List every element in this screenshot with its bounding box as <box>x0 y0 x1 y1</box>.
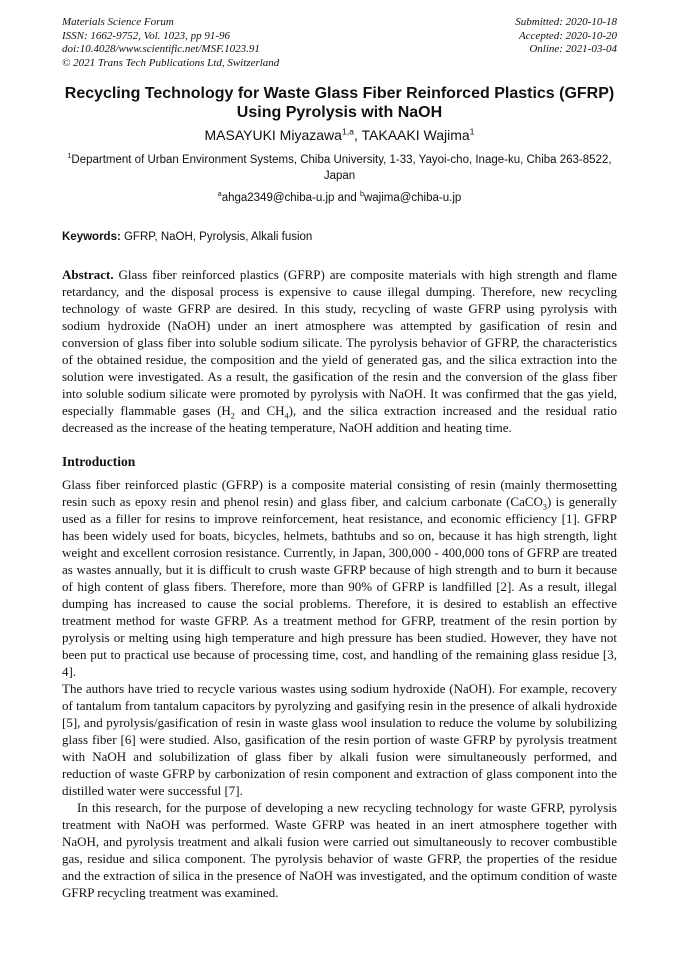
abstract-label: Abstract. <box>62 267 114 282</box>
author-line <box>62 126 617 144</box>
accepted-date: Accepted: 2020-10-20 <box>518 29 617 42</box>
author-2-superscript: 1 <box>469 126 475 137</box>
email-a: ahga2349@chiba-u.jp <box>221 192 335 204</box>
email-b-superscript: b <box>359 190 364 199</box>
abstract-segment-3: ), and the silica extraction increased and the residual ratio decreased as the increase of the heating temperature, NaOH addition and heating time. <box>62 403 617 435</box>
issn-volume: ISSN: 1662-9752, Vol. 1023, pp 91-96 <box>62 29 231 42</box>
keywords-text: GFRP, NaOH, Pyrolysis, Alkali fusion <box>120 231 313 243</box>
abstract-segment-2: and CH <box>234 403 285 418</box>
introduction-paragraph-1 <box>62 476 617 680</box>
introduction-paragraph-2: The authors have tried to recycle various wastes using sodium hydroxide (NaOH). For example, recovery of tantalum from tantalum capacitors by pyrolyzing and gasifying resin in the presence of alkali hydroxide [5], and pyrolysis/gasification of resin in waste glass wool insulation to reduce the volume by solubilizing glass fiber [6] were studied. Also, gasification of the resin portion of waste GFRP by pyrolysis treatment with NaOH and solubilization of glass fiber by alkali fusion were simultaneously performed, and reduction of waste GFRP by carbonization of resin component and extraction of glass component into the distilled water were successful [7]. <box>62 681 617 798</box>
journal-name: Materials Science Forum <box>62 16 174 28</box>
email-b: wajima@chiba-u.jp <box>363 192 462 204</box>
introduction-heading: Introduction <box>62 454 136 469</box>
intro-p1-segment-1: Glass fiber reinforced plastic (GFRP) is a composite material consisting of resin (mainly thermosetting resin such as epoxy resin and phenol resin) and glass fiber, and calcium carbonate (CaCO <box>62 477 617 509</box>
email-a-superscript: a <box>217 190 222 199</box>
abstract-segment-1: Glass fiber reinforced plastics (GFRP) are composite materials with high strength and flame retardancy, and the disposal process is expensive to cause illegal dumping. Therefore, new recycling technology of waste GFRP are desired. In this study, recycling of waste GFRP using pyrolysis with sodium hydroxide (NaOH) under an inert atmosphere was attempted by gasification of resin and conversion of glass fiber into soluble sodium silicate. The pyrolysis behavior of GFRP, the characteristics of the obtained residue, the composition and the yield of generated gas, and the silica extraction into the solution were investigated. As a result, the gasification of the resin and the conversion of the glass fiber into soluble sodium silicate were promoted by pyrolysis with NaOH. It was confirmed that the gas yield, especially flammable gases (H <box>62 267 617 418</box>
email-line <box>62 191 617 206</box>
paper-title-line1: Recycling Technology for Waste Glass Fiber Reinforced Plastics (GFRP) <box>64 85 615 102</box>
introduction-paragraph-3: In this research, for the purpose of developing a new recycling technology for waste GFRP, pyrolysis treatment with NaOH was performed. Waste GFRP was heated in an inert atmosphere together with NaOH, and pyrolysis treatment and alkali fusion were carried out simultaneously to recover combustible gas, residue and silica component. The pyrolysis behavior of waste GFRP, the properties of the residue and the extraction of silica in the presence of NaOH was investigated, and the optimum condition of waste GFRP recycling treatment was examined. <box>62 800 617 900</box>
paper-title <box>62 84 617 122</box>
author-1: MASAYUKI Miyazawa <box>204 127 342 143</box>
abstract-subscript-h2: 2 <box>230 411 235 421</box>
email-joiner: and <box>334 192 360 204</box>
copyright: © 2021 Trans Tech Publications Ltd, Switzerland <box>62 56 280 69</box>
author-1-superscript: 1,a <box>341 126 354 137</box>
abstract-subscript-ch4: 4 <box>284 411 289 421</box>
online-date: Online: 2021-03-04 <box>529 43 617 55</box>
author-2: TAKAAKI Wajima <box>361 127 470 143</box>
keywords-label: Keywords: <box>62 231 121 243</box>
paper-title-line2: Using Pyrolysis with NaOH <box>236 104 443 121</box>
keywords-line <box>62 230 617 245</box>
intro-p1-subscript-caco3: 3 <box>542 502 547 512</box>
doi: doi:10.4028/www.scientific.net/MSF.1023.91 <box>62 43 260 55</box>
submission-dates <box>515 16 617 70</box>
intro-p1-segment-2: ) is generally used as a filler for resins to improve reinforcement, heat resistance, and economic efficiency [1]. GFRP has been widely used for boats, bicycles, helmets, bathtubs and so on, because it has high strength, light weight and excellent corrosion resistance. Currently, in Japan, 300,000 - 400,000 tons of GFRP are treated as wastes annually, but it is difficult to crush waste GFRP because of high strength and to burn it because of high content of glass fibers. Therefore, more than 90% of GFRP is landfilled [2]. As a result, illegal dumping has increased to cause the social problems. Therefore, it is desired to establish an effective treatment method for waste GFRP. As a treatment method for GFRP, treatment of the resin portion by pyrolysis or melting using high temperature and high pressure has been studied. However, they have not been put to practical use because of processing time, cost, and handling of the remaining glass residue [3, 4]. <box>62 494 617 679</box>
submitted-date: Submitted: 2020-10-18 <box>515 16 617 28</box>
journal-info <box>62 16 279 70</box>
affiliation <box>62 153 617 184</box>
affiliation-text: Department of Urban Environment Systems, Chiba University, 1-33, Yayoi-cho, Inage-ku, Chiba 263-8522, Japan <box>71 154 612 182</box>
publication-header <box>62 16 617 70</box>
affiliation-superscript: 1 <box>67 152 72 161</box>
author-separator: , <box>354 127 362 143</box>
abstract-paragraph <box>62 266 617 436</box>
